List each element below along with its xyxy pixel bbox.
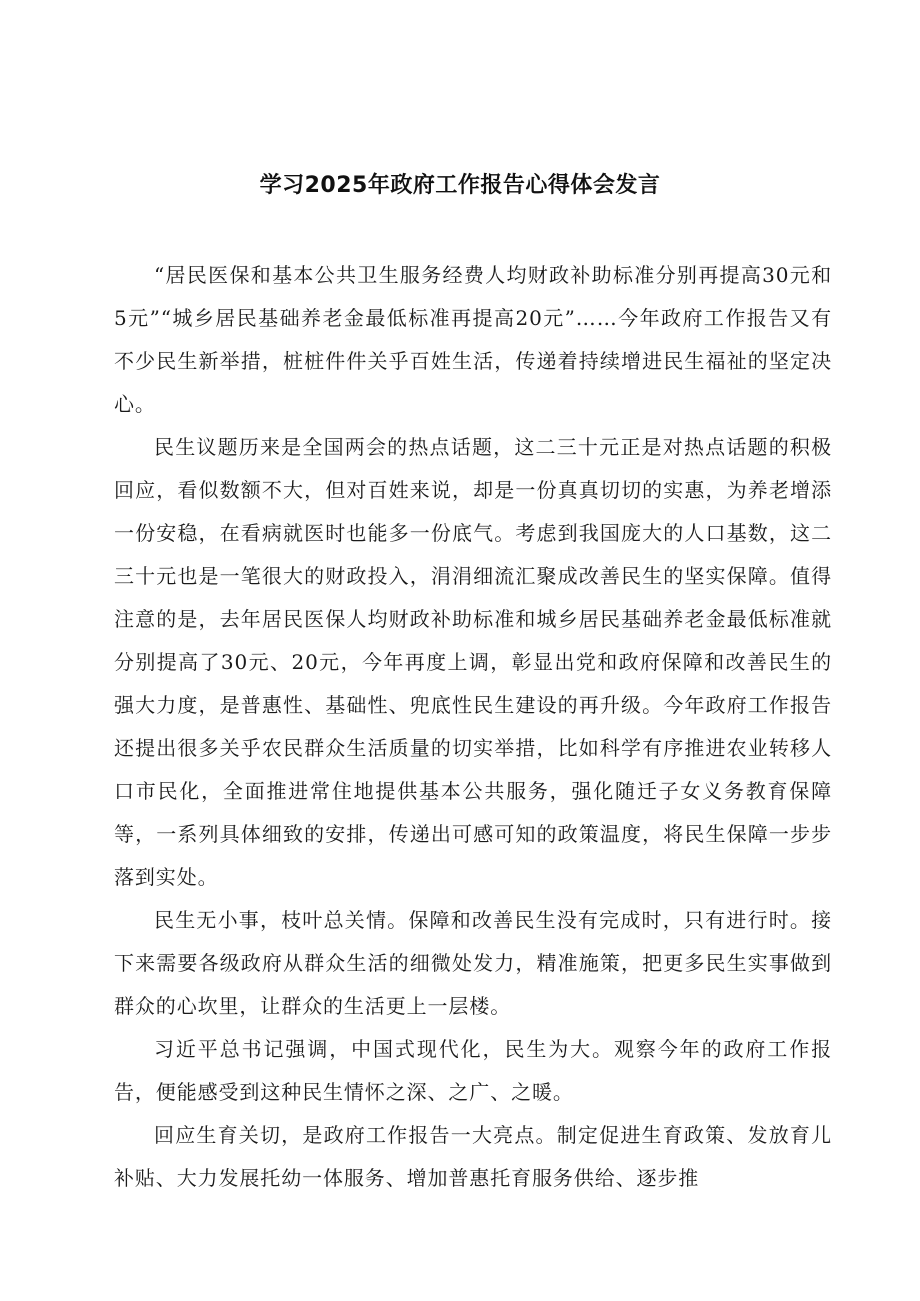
paragraph: 民生无小事，枝叶总关情。保障和改善民生没有完成时，只有进行时。接下来需要各级政府从群众生活的细微处发力，精准施策，把更多民生实事做到群众的心坎里，让群众的生活更上一层楼。 xyxy=(114,908,832,1018)
paragraph: 民生议题历来是全国两会的热点话题，这二三十元正是对热点话题的积极回应，看似数额不大，但对百姓来说，却是一份真真切切的实惠，为养老增添一份安稳，在看病就医时也能多一份底气。考虑到我国庞大的人口基数，这二三十元也是一笔很大的财政投入，涓涓细流汇聚成改善民生的坚实保障。值得注意的是，去年居民医保人均财政补助标准和城乡居民基础养老金最低标准就分别提高了30元、20元，今年再度上调，彰显出党和政府保障和改善民生的强大力度，是普惠性、基础性、兜底性民生建设的再升级。今年政府工作报告还提出很多关乎农民群众生活质量的切实举措，比如科学有序推进农业转移人口市民化，全面推进常住地提供基本公共服务，强化随迁子女义务教育保障等，一系列具体细致的安排，传递出可感可知的政策温度，将民生保障一步步落到实处。 xyxy=(114,435,832,889)
document-title: 学习2025年政府工作报告心得体会发言 xyxy=(259,173,661,198)
paragraph: “居民医保和基本公共卫生服务经费人均财政补助标准分别再提高30元和5元”“城乡居民基础养老金最低标准再提高20元”……今年政府工作报告又有不少民生新举措，桩桩件件关乎百姓生活，传递着持续增进民生福祉的坚定决心。 xyxy=(114,263,832,416)
paragraph: 回应生育关切，是政府工作报告一大亮点。制定促进生育政策、发放育儿补贴、大力发展托幼一体服务、增加普惠托育服务供给、逐步推 xyxy=(114,1123,832,1190)
document-body xyxy=(114,254,832,1200)
paragraph: 习近平总书记强调，中国式现代化，民生为大。观察今年的政府工作报告，便能感受到这种民生情怀之深、之广、之暖。 xyxy=(114,1037,832,1104)
